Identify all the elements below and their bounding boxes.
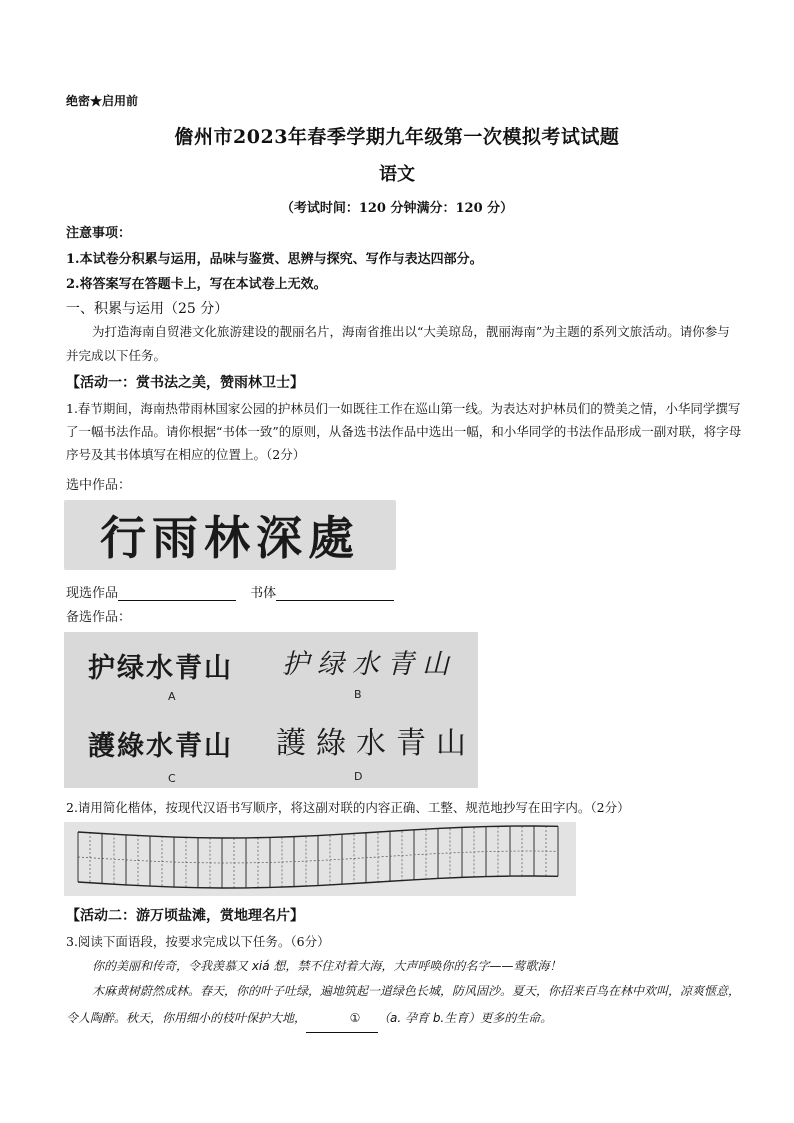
question-1: 1.春节期间，海南热带雨林国家公园的护林员们一如既往工作在巡山第一线。为表达对护林员们的赞美之情，小华同学撰写了一幅书法作品。请你根据“书体一致”的原则，从备选书法作品中选出一幅，和小华同学的书法作品形成一副对联，将字母序号及其书体填写在相应的位置上。（2分）: [66, 401, 742, 462]
passage-line-2-tail: （a. 孕育 b.生育）更多的生命。: [378, 1011, 553, 1025]
fill-current-blank[interactable]: [118, 586, 236, 601]
section-1-intro: 为打造海南自贸港文化旅游建设的靓丽名片，海南省推出以“大美琼岛，靓丽海南”为主题的系列文旅活动。请你参与并完成以下任务。: [66, 324, 730, 363]
fill-current-label: 现选作品: [66, 586, 119, 601]
activity-1-title: 【活动一：赏书法之美，赞雨林卫士】: [66, 375, 304, 391]
passage-line-1: 你的美丽和传奇，令我羡慕又 xiá 想，禁不住对着大海，大声呼唤你的名字——莺歌海！: [92, 959, 562, 973]
candidate-calligraphy-image: [64, 632, 478, 788]
selected-calligraphy-image: [64, 500, 396, 570]
note-item-1: 1.本试卷分积累与运用，品味与鉴赏、思辨与探究、写作与表达四部分。: [66, 252, 483, 267]
option-c-text: 護綠水青山: [88, 731, 233, 762]
option-a-text: 护绿水青山: [88, 653, 233, 684]
passage-line-2-text: 木麻黄树蔚然成林。春天，你的叶子吐绿，遍地筑起一道绿色长城，防风固沙。夏天，你招来百鸟在林中欢叫，凉爽惬意，令人陶醉。秋天，你用细小的枝叶保护大地，: [66, 984, 741, 1025]
option-a-letter: A: [168, 690, 176, 703]
option-d-text: 護綠水青山: [276, 726, 476, 761]
blank-1[interactable]: ①: [306, 1005, 378, 1033]
tianzige-grid[interactable]: [64, 822, 576, 896]
fill-style-blank[interactable]: [276, 586, 394, 601]
note-item-2: 2.将答案写在答题卡上，写在本试卷上无效。: [66, 277, 327, 292]
answer-fill-row: [66, 582, 404, 601]
section-1-title: 一、积累与运用（25 分）: [66, 301, 229, 317]
exam-subject: 语文: [379, 164, 415, 185]
activity-2-title: 【活动二：游万顷盐滩，赏地理名片】: [66, 908, 304, 924]
notes-heading: 注意事项：: [66, 226, 132, 241]
option-b-letter: B: [354, 688, 362, 701]
selected-work-label: 选中作品：: [66, 478, 132, 493]
candidates-label: 备选作品：: [66, 610, 132, 625]
tianzige-grid-lines: [64, 822, 576, 896]
confidential-mark: 绝密★启用前: [66, 94, 139, 108]
fill-style-label: 书体: [250, 586, 277, 601]
passage-line-2: [66, 978, 746, 1033]
option-d-letter: D: [354, 770, 363, 783]
question-3: 3.阅读下面语段，按要求完成以下任务。（6分）: [66, 934, 330, 949]
exam-title: 儋州市2023年春季学期九年级第一次模拟考试试题: [174, 126, 620, 148]
selected-calligraphy-text: 行雨林深處: [100, 511, 360, 565]
option-c-letter: C: [168, 772, 176, 785]
question-2: 2.请用简化楷体，按现代汉语书写顺序，将这副对联的内容正确、工整、规范地抄写在田字内。（2分）: [66, 800, 630, 815]
option-b-text: 护绿水青山: [282, 649, 457, 680]
exam-time-info: （考试时间：120 分钟满分：120 分）: [280, 201, 514, 216]
